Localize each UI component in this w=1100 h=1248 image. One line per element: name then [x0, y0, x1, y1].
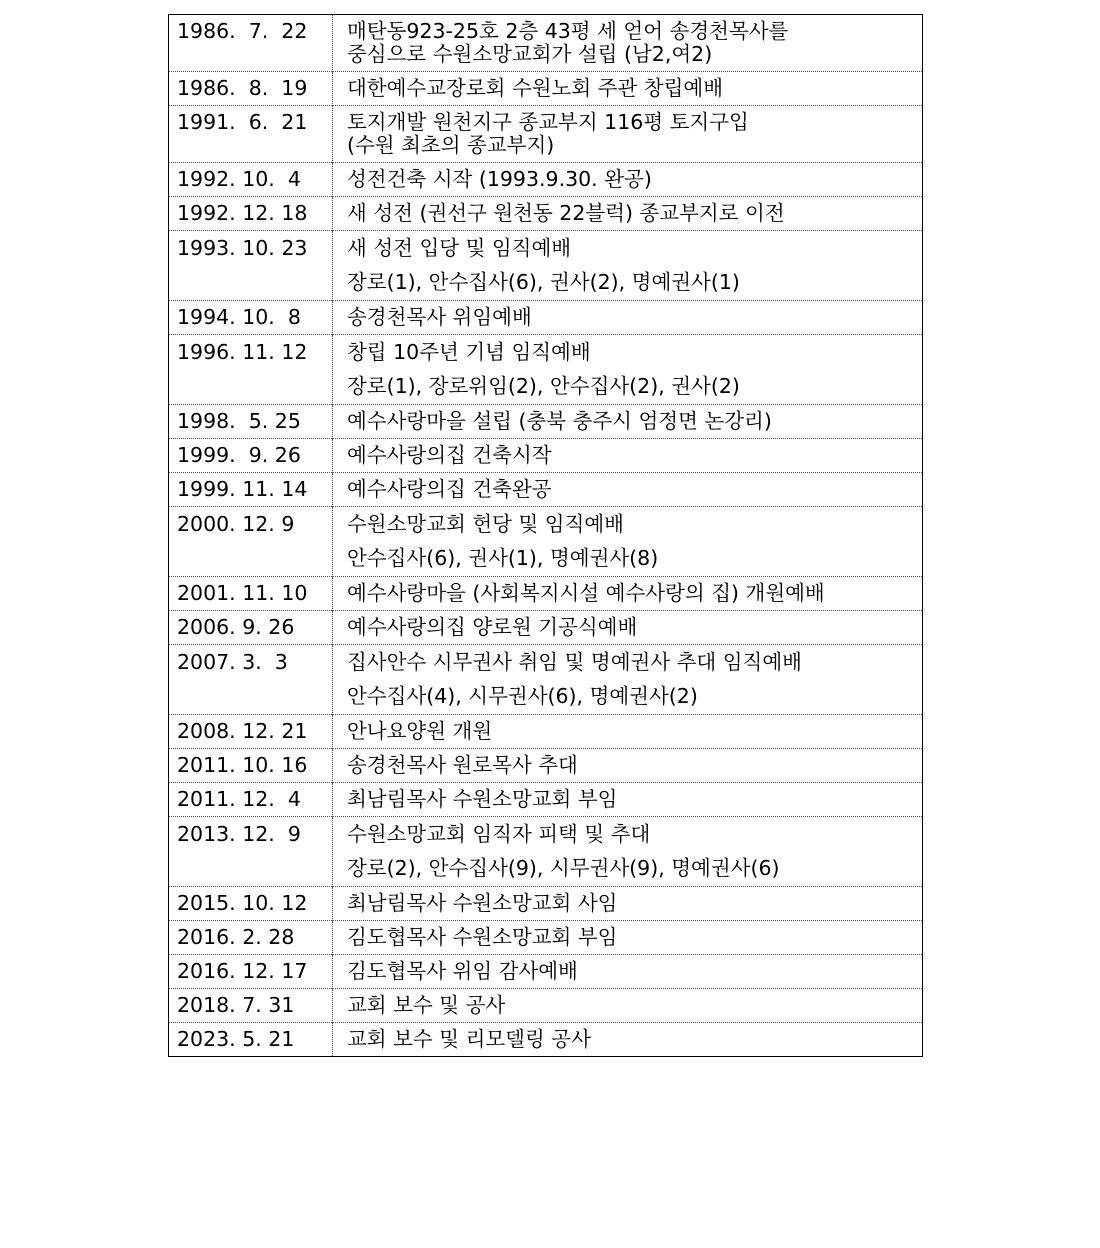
history-description-line: 수원소망교회 임직자 피택 및 추대	[347, 822, 651, 846]
history-description-line: 성전건축 시작 (1993.9.30. 완공)	[347, 167, 652, 191]
history-date: 2016. 2. 28	[169, 921, 333, 955]
table-row	[169, 15, 923, 72]
history-description-line: 중심으로 수원소망교회가 설립 (남2,여2)	[347, 42, 713, 66]
table-row	[169, 473, 923, 507]
history-description	[333, 507, 923, 577]
history-date: 2008. 12. 21	[169, 715, 333, 749]
church-history-table	[168, 14, 923, 1057]
history-description-line: 예수사랑의집 건축완공	[347, 477, 552, 501]
history-description-line: 새 성전 입당 및 임직예배	[347, 236, 572, 260]
history-date: 2000. 12. 9	[169, 507, 333, 577]
history-description	[333, 645, 923, 715]
table-row	[169, 955, 923, 989]
history-date: 2011. 10. 16	[169, 749, 333, 783]
history-description-line: 김도협목사 위임 감사예배	[347, 959, 578, 983]
history-date: 1993. 10. 23	[169, 231, 333, 301]
history-date: 1994. 10. 8	[169, 301, 333, 335]
history-description-line: 안수집사(4), 시무권사(6), 명예권사(2)	[347, 684, 698, 708]
history-description-line: 송경천목사 위임예배	[347, 305, 532, 329]
history-description	[333, 106, 923, 163]
table-row	[169, 197, 923, 231]
history-date: 1986. 8. 19	[169, 72, 333, 106]
history-description-line: 장로(1), 안수집사(6), 권사(2), 명예권사(1)	[347, 270, 740, 294]
history-description	[333, 15, 923, 72]
history-description	[333, 577, 923, 611]
history-description	[333, 817, 923, 887]
history-description	[333, 72, 923, 106]
history-description-line: (수원 최초의 종교부지)	[347, 133, 555, 157]
history-description	[333, 335, 923, 405]
table-row	[169, 715, 923, 749]
history-description	[333, 749, 923, 783]
history-description	[333, 405, 923, 439]
history-date: 2001. 11. 10	[169, 577, 333, 611]
history-date: 2006. 9. 26	[169, 611, 333, 645]
history-description	[333, 197, 923, 231]
history-date: 2016. 12. 17	[169, 955, 333, 989]
history-description	[333, 921, 923, 955]
history-description-line: 교회 보수 및 리모델링 공사	[347, 1027, 591, 1051]
history-description-line: 예수사랑마을 설립 (충북 충주시 엄정면 논강리)	[347, 409, 772, 433]
table-row	[169, 72, 923, 106]
table-row	[169, 163, 923, 197]
history-description	[333, 887, 923, 921]
history-description-line: 대한예수교장로회 수원노회 주관 창립예배	[347, 76, 724, 100]
history-description-line: 새 성전 (권선구 원천동 22블럭) 종교부지로 이전	[347, 201, 785, 225]
history-date: 2011. 12. 4	[169, 783, 333, 817]
history-date: 1999. 11. 14	[169, 473, 333, 507]
table-row	[169, 921, 923, 955]
history-description	[333, 301, 923, 335]
history-description-line: 장로(1), 장로위임(2), 안수집사(2), 권사(2)	[347, 374, 740, 398]
history-date: 1992. 10. 4	[169, 163, 333, 197]
history-description-line: 예수사랑의집 양로원 기공식예배	[347, 615, 638, 639]
history-date: 2007. 3. 3	[169, 645, 333, 715]
history-table-body	[169, 15, 923, 1057]
table-row	[169, 783, 923, 817]
table-row	[169, 817, 923, 887]
history-description-line: 김도협목사 수원소망교회 부임	[347, 925, 618, 949]
table-row	[169, 439, 923, 473]
table-row	[169, 887, 923, 921]
history-description-line: 장로(2), 안수집사(9), 시무권사(9), 명예권사(6)	[347, 856, 780, 880]
history-description	[333, 1023, 923, 1057]
history-date: 1986. 7. 22	[169, 15, 333, 72]
history-description	[333, 611, 923, 645]
table-row	[169, 1023, 923, 1057]
history-description	[333, 473, 923, 507]
history-description-line: 예수사랑의집 건축시작	[347, 443, 552, 467]
history-description-line: 송경천목사 원로목사 추대	[347, 753, 578, 777]
table-row	[169, 645, 923, 715]
history-description	[333, 163, 923, 197]
table-row	[169, 405, 923, 439]
history-description-line: 토지개발 원천지구 종교부지 116평 토지구입	[347, 110, 749, 134]
history-date: 2018. 7. 31	[169, 989, 333, 1023]
table-row	[169, 507, 923, 577]
history-date: 1996. 11. 12	[169, 335, 333, 405]
table-row	[169, 611, 923, 645]
history-description-line: 최남림목사 수원소망교회 사임	[347, 891, 618, 915]
history-description-line: 안나요양원 개원	[347, 719, 493, 743]
history-description	[333, 783, 923, 817]
history-date: 2015. 10. 12	[169, 887, 333, 921]
history-date: 1999. 9. 26	[169, 439, 333, 473]
table-row	[169, 231, 923, 301]
history-description	[333, 955, 923, 989]
history-description-line: 교회 보수 및 공사	[347, 993, 506, 1017]
table-row	[169, 106, 923, 163]
history-description	[333, 989, 923, 1023]
table-row	[169, 749, 923, 783]
history-date: 1992. 12. 18	[169, 197, 333, 231]
history-date: 2023. 5. 21	[169, 1023, 333, 1057]
history-date: 1991. 6. 21	[169, 106, 333, 163]
table-row	[169, 335, 923, 405]
history-description	[333, 439, 923, 473]
history-date: 2013. 12. 9	[169, 817, 333, 887]
history-description-line: 매탄동923-25호 2층 43평 세 얻어 송경천목사를	[347, 19, 789, 43]
table-row	[169, 989, 923, 1023]
history-date: 1998. 5. 25	[169, 405, 333, 439]
history-description-line: 안수집사(6), 권사(1), 명예권사(8)	[347, 546, 659, 570]
table-row	[169, 577, 923, 611]
history-description-line: 최남림목사 수원소망교회 부임	[347, 787, 618, 811]
history-description-line: 창립 10주년 기념 임직예배	[347, 340, 591, 364]
history-description	[333, 231, 923, 301]
history-description-line: 예수사랑마을 (사회복지시설 예수사랑의 집) 개원예배	[347, 581, 825, 605]
table-row	[169, 301, 923, 335]
history-description-line: 수원소망교회 헌당 및 임직예배	[347, 512, 624, 536]
history-description	[333, 715, 923, 749]
history-description-line: 집사안수 시무권사 취임 및 명예권사 추대 임직예배	[347, 650, 802, 674]
